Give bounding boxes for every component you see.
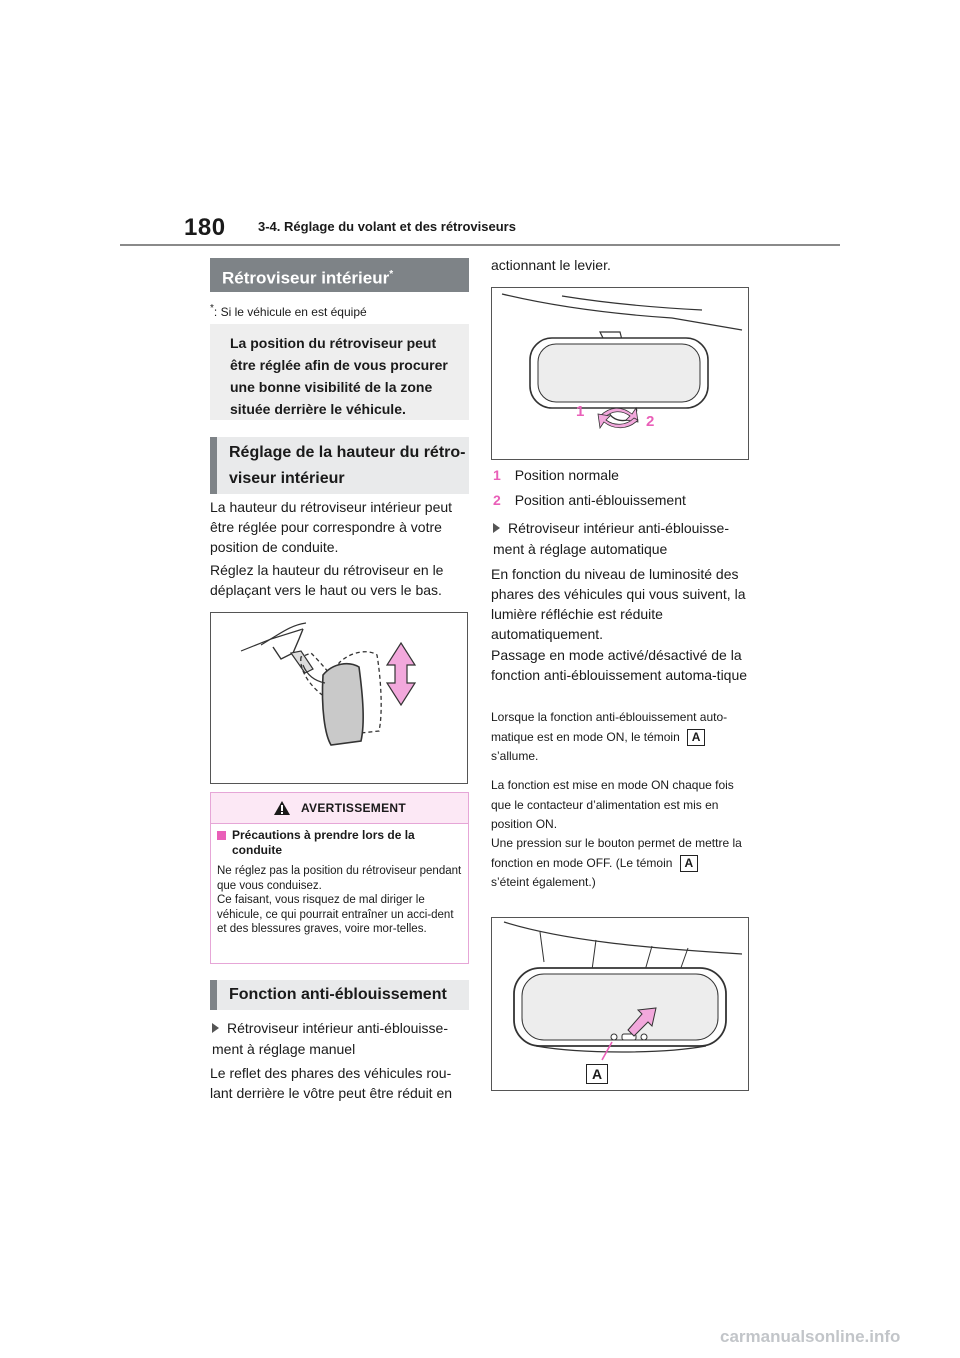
- continuation-text: actionnant le levier.: [491, 257, 611, 273]
- mirror-height-illustration: [211, 613, 467, 783]
- note-button-off: [491, 834, 753, 893]
- square-bullet-icon: [217, 831, 226, 840]
- warning-subtitle-text: Précautions à prendre lors de la conduite: [232, 828, 415, 857]
- footnote: [210, 299, 469, 323]
- mirror-lever-illustration: [492, 288, 748, 459]
- manual-paragraph: Le reflet des phares des véhicules rou-lant derrière le vôtre peut être réduit en: [210, 1065, 453, 1101]
- main-heading: [210, 258, 469, 292]
- footnote-asterisk: *: [210, 303, 214, 314]
- indicator-a-label: A: [586, 1064, 608, 1084]
- figure-height-adjustment: [210, 612, 468, 784]
- note-indicator-on-end: s’allume.: [491, 749, 539, 763]
- summary-box: La position du rétroviseur peut être réglée afin de vous procurer une bonne visibilité de la zone située derrière le véhicule.: [210, 324, 469, 420]
- main-heading-text: Rétroviseur intérieur: [222, 268, 390, 288]
- warning-title: AVERTISSEMENT: [300, 801, 407, 815]
- warning-box: [210, 792, 469, 964]
- legend-item-2: [493, 490, 753, 510]
- subheading-height: Réglage de la hauteur du rétro-viseur intérieur: [210, 437, 469, 494]
- figure-auto-anti-glare: [491, 917, 749, 1091]
- manual-bullet-text: Rétroviseur intérieur anti-éblouisse-ment à réglage manuel: [212, 1020, 448, 1057]
- auto-bullet-text: Rétroviseur intérieur anti-éblouisse-ment à réglage automatique: [493, 520, 729, 557]
- note-indicator-on: [491, 708, 753, 767]
- warning-line-2: Ce faisant, vous risquez de mal diriger le véhicule, ce qui pourrait entraîner un acci-dent et des blessures graves, voire mor-telles.: [217, 894, 454, 935]
- figure-label-2: 2: [646, 413, 655, 430]
- note-button-off-end: s’éteint également.): [491, 875, 596, 889]
- triangle-bullet-icon: [212, 1023, 219, 1033]
- switch-title: Passage en mode activé/désactivé de la fonction anti-éblouissement automa-tique: [491, 647, 748, 683]
- watermark: carmanualsonline.info: [720, 1327, 901, 1346]
- figure-label-1: 1: [576, 403, 585, 420]
- section-title: 3-4. Réglage du volant et des rétroviseurs: [258, 219, 516, 234]
- auto-paragraph: En fonction du niveau de luminosité des phares des véhicules qui vous suivent, la lumière réfléchie est réduite automatiquement.: [491, 566, 746, 642]
- figure-anti-glare-lever: [491, 287, 749, 460]
- triangle-bullet-icon: [493, 523, 500, 533]
- indicator-a-icon: A: [680, 855, 698, 872]
- auto-mirror-illustration: [492, 918, 748, 1090]
- legend-text: Position normale: [514, 467, 619, 483]
- note-power-on: La fonction est mise en mode ON chaque fois que le contacteur d’alimentation est mis en position ON.: [491, 778, 734, 831]
- legend-number: 1: [493, 467, 501, 483]
- heading-asterisk: *: [389, 269, 394, 280]
- legend-text: Position anti-éblouissement: [514, 492, 686, 508]
- footnote-text: : Si le véhicule en est équipé: [213, 305, 367, 319]
- warning-subtitle: [211, 824, 468, 858]
- subheading-anti-glare: Fonction anti-éblouissement: [210, 980, 469, 1010]
- page-number: 180: [184, 214, 226, 241]
- header-divider: [120, 244, 840, 246]
- manual-bullet: [212, 1018, 472, 1060]
- legend-item-1: [493, 465, 753, 485]
- note-indicator-on-text: Lorsque la fonction anti-éblouissement auto-matique est en mode ON, le témoin: [491, 710, 728, 744]
- indicator-a-icon: A: [687, 729, 705, 746]
- warning-line-1: Ne réglez pas la position du rétroviseur pendant que vous conduisez.: [217, 865, 462, 892]
- height-paragraph-2: Réglez la hauteur du rétroviseur en le déplaçant vers le haut ou vers le bas.: [210, 562, 444, 598]
- warning-icon: [273, 800, 291, 816]
- warning-header: [211, 793, 468, 824]
- warning-text: [211, 858, 468, 937]
- height-paragraph-1: La hauteur du rétroviseur intérieur peut être réglée pour correspondre à votre position de conduite.: [210, 499, 453, 555]
- auto-bullet: [493, 518, 755, 560]
- legend-number: 2: [493, 492, 501, 508]
- note-button-off-text: Une pression sur le bouton permet de mettre la fonction en mode OFF. (Le témoin: [491, 836, 742, 870]
